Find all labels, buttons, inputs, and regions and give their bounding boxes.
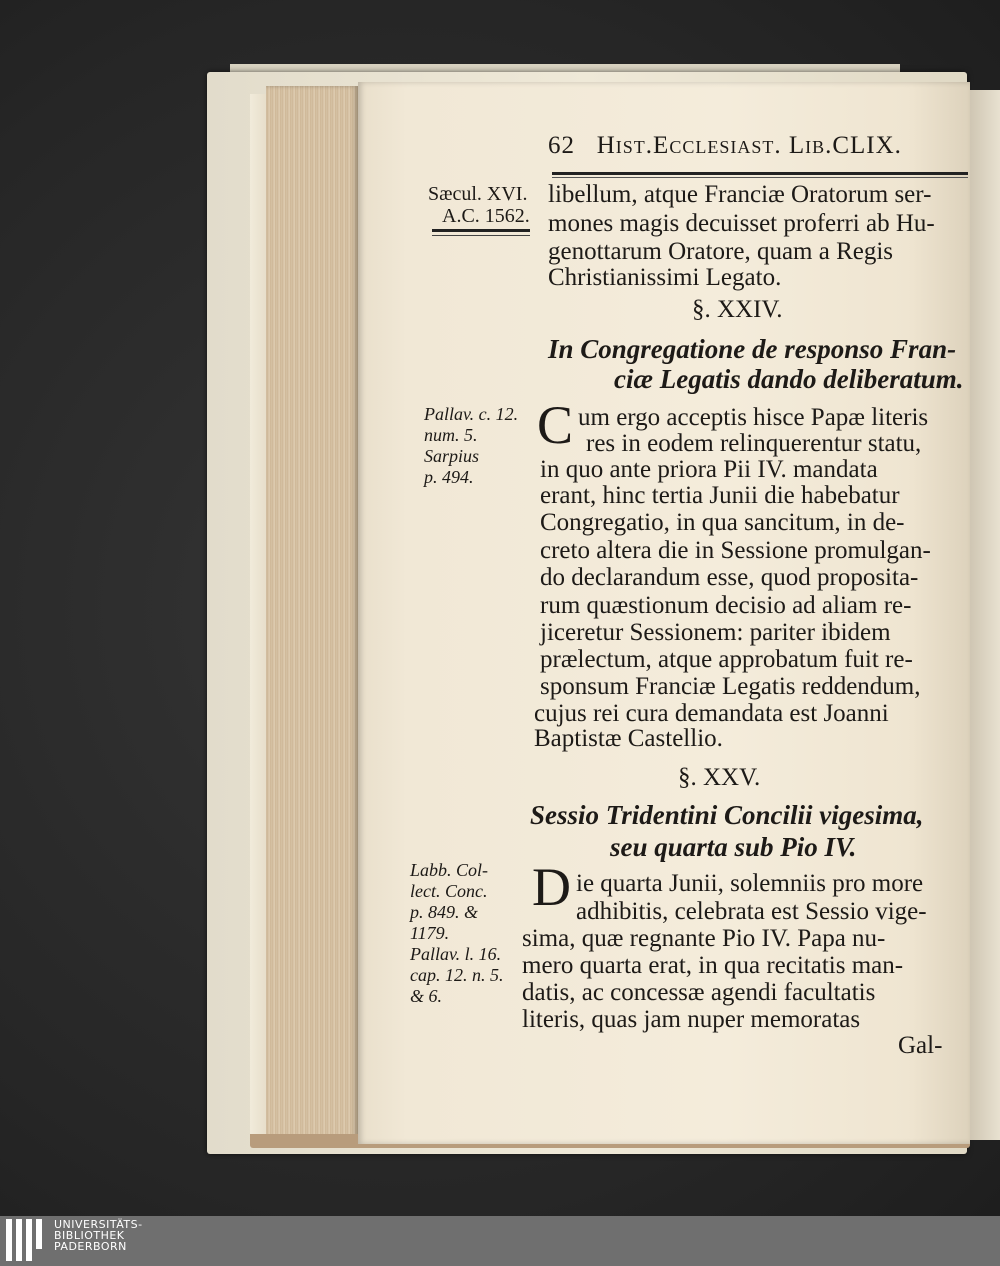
page-number: 62 — [548, 132, 575, 159]
margin-note-line: num. 5. — [424, 425, 478, 445]
text-line: sponsum Franciæ Legatis reddendum, — [540, 673, 921, 700]
section-title: In Congregatione de responso Fran- — [548, 334, 957, 364]
footer-bar — [0, 1216, 1000, 1266]
facing-page-edge — [970, 90, 1000, 1140]
text-line: do declarandum esse, quod proposita- — [540, 564, 919, 591]
margin-note-line: Pallav. c. 12. — [424, 404, 519, 424]
text-line: um ergo acceptis hisce Papæ literis — [578, 404, 929, 431]
section-heading: §. XXIV. — [692, 296, 783, 323]
margin-note-line: Sarpius — [424, 446, 480, 466]
text-line: datis, ac concessæ agendi facultatis — [522, 979, 876, 1006]
margin-note — [410, 860, 504, 1007]
text-line: mones magis decuisset proferri ab Hu- — [548, 210, 935, 237]
text-line: creto altera die in Sessione promulgan- — [540, 537, 931, 564]
margin-year-rule-thin — [432, 235, 530, 236]
margin-century: Sæcul. XVI. — [428, 183, 528, 205]
margin-note-line: 1179. — [410, 923, 450, 943]
text-line: ie quarta Junii, solemniis pro more — [576, 870, 924, 897]
drop-capital: D — [532, 857, 571, 917]
text-line: res in eodem relinquerentur statu, — [586, 430, 922, 457]
logo-line: UNIVERSITÄTS- — [54, 1218, 143, 1231]
section-title: Sessio Tridentini Concilii vigesima, — [530, 800, 924, 830]
margin-year — [428, 183, 530, 227]
margin-note-line: p. 849. & — [410, 902, 479, 922]
page-header — [548, 132, 902, 160]
text-line: Baptistæ Castellio. — [534, 725, 723, 752]
header-rule — [552, 172, 968, 175]
text-line: prælectum, atque approbatum fuit re- — [540, 646, 913, 673]
text-line: rum quæstionum decisio ad aliam re- — [540, 592, 912, 619]
text-line: literis, quas jam nuper memoratas — [522, 1006, 861, 1033]
text-line: in quo ante priora Pii IV. mandata — [540, 456, 878, 483]
running-title: Hist.Ecclesiast. Lib.CLIX. — [596, 132, 902, 159]
text-line: jiceretur Sessionem: pariter ibidem — [540, 619, 891, 646]
margin-year-rule — [432, 229, 530, 232]
logo-line: BIBLIOTHEK — [54, 1229, 125, 1242]
text-line: cujus rei cura demandata est Joanni — [534, 700, 889, 727]
margin-note-line: cap. 12. n. 5. — [410, 965, 504, 985]
section-title: ciæ Legatis dando deliberatum. — [614, 364, 964, 394]
section-heading: §. XXV. — [678, 764, 761, 791]
section-title: seu quarta sub Pio IV. — [610, 832, 857, 862]
book-page-edges — [266, 86, 358, 1140]
margin-anno: A.C. 1562. — [442, 205, 530, 227]
text-line: libellum, atque Franciæ Oratorum ser- — [548, 181, 932, 208]
text-line: erant, hinc tertia Junii die habebatur — [540, 482, 900, 509]
catchword: Gal- — [898, 1032, 943, 1059]
margin-note — [424, 404, 518, 488]
text-line: Christianissimi Legato. — [548, 264, 782, 291]
margin-note-line: Labb. Col- — [410, 860, 489, 880]
margin-note-line: lect. Conc. — [410, 881, 488, 901]
drop-capital: C — [537, 395, 574, 455]
text-line: genottarum Oratore, quam a Regis — [548, 238, 894, 265]
margin-note-line: p. 494. — [424, 467, 474, 487]
library-logo-text — [54, 1219, 143, 1252]
text-line: Congregatio, in qua sancitum, in de- — [540, 509, 905, 536]
text-line: mero quarta erat, in qua recitatis man- — [522, 952, 904, 979]
logo-line: PADERBORN — [54, 1240, 127, 1253]
margin-note-line: Pallav. l. 16. — [410, 944, 502, 964]
header-rule-thin — [552, 177, 968, 178]
margin-note-line: & 6. — [410, 986, 443, 1006]
text-line: sima, quæ regnante Pio IV. Papa nu- — [522, 925, 886, 952]
text-line: adhibitis, celebrata est Sessio vige- — [576, 898, 927, 925]
